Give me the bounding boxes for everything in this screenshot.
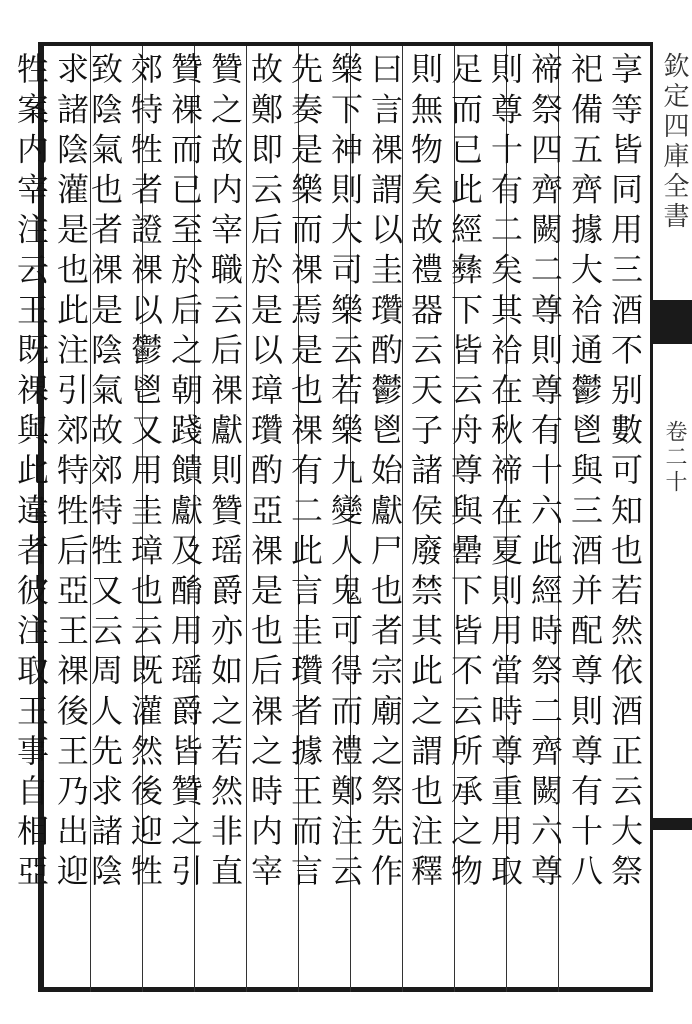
text-column: 足而已此經彝下皆云舟尊與罍下皆不云所承之物 bbox=[446, 52, 484, 895]
fold-line bbox=[650, 42, 653, 992]
text-column: 先奏是樂而祼焉是也祼有二此言圭瓚者據王而言 bbox=[286, 52, 324, 895]
fold-mark bbox=[653, 818, 692, 830]
text-column: 故鄭即云后於是以璋瓚酌亞祼是也后祼之時内宰 bbox=[246, 52, 284, 895]
fish-tail-mark bbox=[653, 300, 692, 344]
text-column: 求諸陰灌是也此注引郊特牲后亞王祼後王乃出迎 bbox=[52, 52, 90, 895]
text-column: 曰言祼謂以圭瓚酌鬱鬯始獻尸也者宗廟之祭先作 bbox=[366, 52, 404, 895]
text-column: 郊特牲者證祼以鬱鬯又用圭璋也云既灌然後迎牲 bbox=[126, 52, 164, 895]
text-column: 樂下神則大司樂云若樂九變人鬼可得而禮鄭注云 bbox=[326, 52, 364, 895]
text-column: 則尊十有二矣其祫在秋禘在夏則用當時尊重用取 bbox=[486, 52, 524, 895]
text-column: 則無物矣故禮器云天子諸侯廢禁其此之謂也注釋 bbox=[406, 52, 444, 895]
text-column: 禘祭四齊闕二尊則尊有十六此經時祭二齊闕六尊 bbox=[526, 52, 564, 895]
text-column: 牲案内宰注云王既祼與此違者彼注取王事自相亞 bbox=[12, 52, 50, 895]
text-column: 享等皆同用三酒不别數可知也若然依酒正云大祭 bbox=[606, 52, 644, 895]
margin-book-title: 欽定四庫全書 bbox=[659, 52, 689, 232]
text-column: 贊之故内宰職云后祼獻則贊瑶爵亦如之若然非直 bbox=[206, 52, 244, 895]
text-column: 祀備五齊據大祫通鬱鬯與三酒并配尊則尊有十八 bbox=[566, 52, 604, 895]
text-column: 致陰氣也者祼是陰氣故郊特牲又云周人先求諸陰 bbox=[86, 52, 124, 895]
margin-volume-number: 卷二十 bbox=[662, 420, 687, 495]
text-column: 贊祼而已至於后之朝踐饋獻及酳用瑶爵皆贊之引 bbox=[166, 52, 204, 895]
